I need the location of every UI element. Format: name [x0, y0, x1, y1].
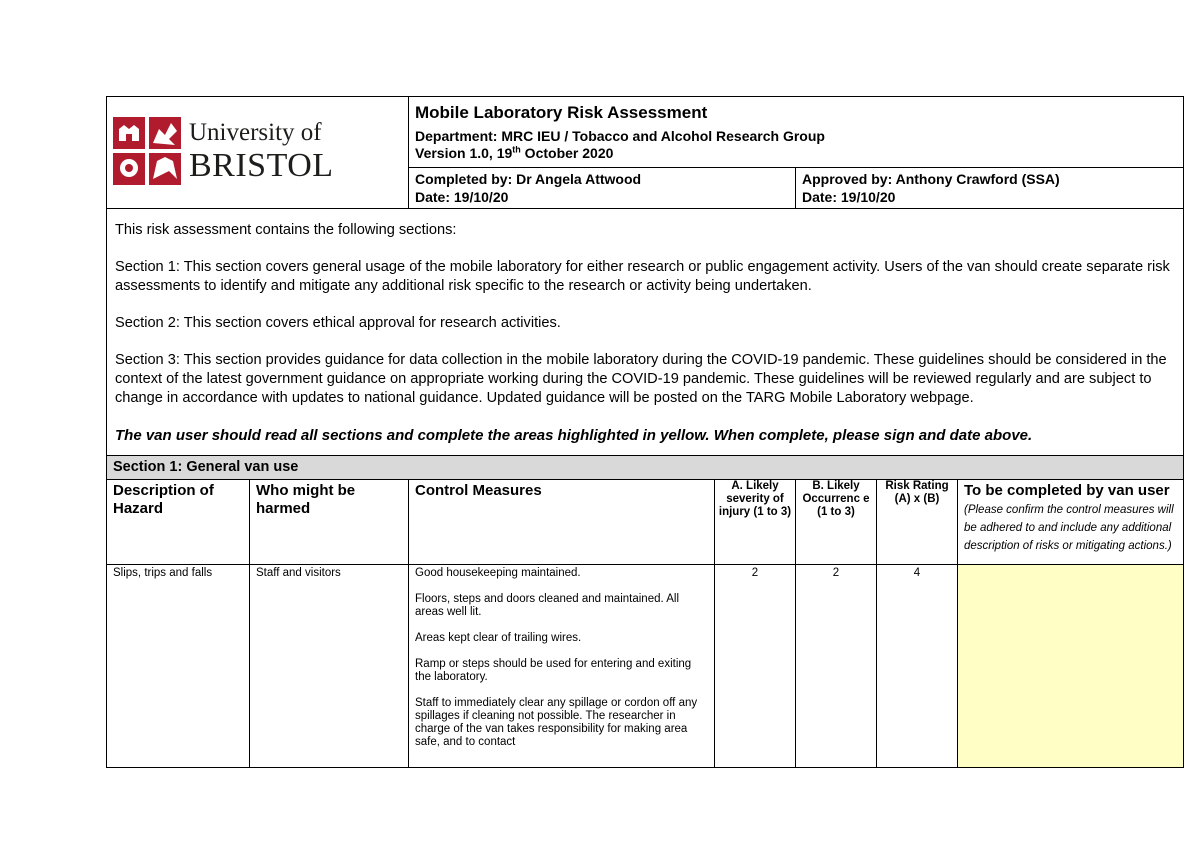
col-header-hazard: Description of Hazard: [107, 480, 250, 565]
user-input-cell[interactable]: [958, 565, 1184, 768]
approved-by: Approved by: Anthony Crawford (SSA): [802, 171, 1060, 187]
logo-cell: [107, 97, 409, 209]
col-header-who: Who might be harmed: [250, 480, 409, 565]
control-measure: Floors, steps and doors cleaned and maintained. All areas well lit.: [415, 593, 680, 618]
control-measure: Ramp or steps should be used for entering and exiting the laboratory.: [415, 658, 692, 683]
version-suffix: October 2020: [520, 145, 614, 161]
rating-cell: 4: [877, 565, 958, 768]
risk-assessment-table: [106, 96, 1184, 768]
col-header-rating: Risk Rating (A) x (B): [877, 480, 958, 565]
who-cell: Staff and visitors: [250, 565, 409, 768]
control-measure: Good housekeeping maintained.: [415, 567, 581, 579]
occurrence-cell: 2: [796, 565, 877, 768]
title-cell: [409, 97, 1184, 168]
user-column-title: To be completed by van user: [964, 482, 1170, 499]
completed-by-cell: [409, 168, 796, 209]
table-row: [107, 565, 1184, 768]
col-header-occurrence: B. Likely Occurrenc e (1 to 3): [796, 480, 877, 565]
approved-date: Date: 19/10/20: [802, 189, 896, 205]
intro-instruction: The van user should read all sections and complete the areas highlighted in yellow. When complete, please sign and date above.: [115, 427, 1033, 444]
version-line: [415, 145, 1177, 162]
col-header-user: [958, 480, 1184, 565]
department-line: Department: MRC IEU / Tobacco and Alcohol Research Group: [415, 128, 825, 144]
control-measure: Staff to immediately clear any spillage or cordon off any spillages if cleaning not possible. The researcher in charge of the van takes responsibility for making area safe, and to contact: [415, 697, 698, 748]
completed-by: Completed by: Dr Angela Attwood: [415, 171, 642, 187]
intro-section3: Section 3: This section provides guidance for data collection in the mobile laboratory during the COVID-19 pandemic. These guidelines should be considered in the context of the latest government guidance on appropriate working during the COVID-19 pandemic. These guidelines will be reviewed regularly and are subject to change in accordance with updates to national guidance. Updated guidance will be posted on the TARG Mobile Laboratory webpage.: [115, 352, 1167, 406]
controls-cell: [409, 565, 715, 768]
section1-heading: Section 1: General van use: [107, 456, 1184, 480]
document-title: Mobile Laboratory Risk Assessment: [415, 103, 708, 122]
version-prefix: Version 1.0, 19: [415, 145, 513, 161]
intro-paragraph: This risk assessment contains the following sections:: [115, 222, 457, 238]
logo-university-of: University of: [189, 118, 322, 146]
control-measure: Areas kept clear of trailing wires.: [415, 632, 582, 644]
col-header-controls: Control Measures: [409, 480, 715, 565]
risk-assessment-page: [106, 96, 1183, 814]
university-logo: [113, 117, 334, 185]
approved-by-cell: [796, 168, 1184, 209]
col-header-severity: A. Likely severity of injury (1 to 3): [715, 480, 796, 565]
version-sup: th: [512, 144, 521, 155]
intro-section1: Section 1: This section covers general usage of the mobile laboratory for either research or public engagement activity. Users of the van should create separate risk assessments to identify and mitigate any additional risk specific to the research or activity being undertaken.: [115, 259, 1170, 294]
hazard-cell: Slips, trips and falls: [107, 565, 250, 768]
logo-bristol: BRISTOL: [189, 146, 334, 184]
severity-cell: 2: [715, 565, 796, 768]
intro-section2: Section 2: This section covers ethical approval for research activities.: [115, 315, 561, 331]
completed-date: Date: 19/10/20: [415, 189, 509, 205]
university-crest-icon: [113, 117, 181, 185]
user-column-note: (Please confirm the control measures will be adhered to and include any additional description of risks or mitigating actions.): [964, 504, 1174, 552]
intro-cell: [107, 209, 1184, 456]
